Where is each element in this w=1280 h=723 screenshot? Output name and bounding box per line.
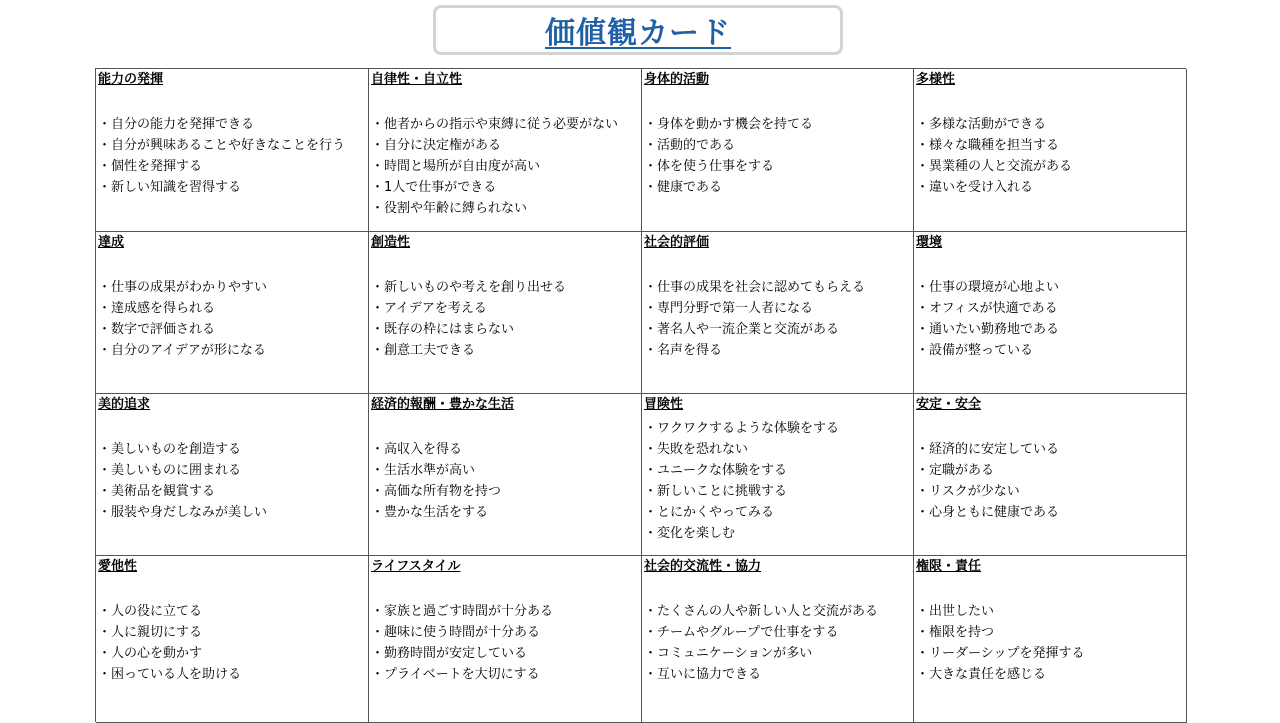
value-card-item: ・ 新しいものや考えを創り出せる: [371, 277, 639, 298]
value-card-items: [371, 601, 639, 685]
value-card-items: [644, 114, 911, 198]
value-card-title: 能力の発揮: [98, 72, 164, 87]
value-card-title: 創造性: [371, 235, 411, 250]
value-card-item: ・ 権限を持つ: [916, 622, 1184, 643]
value-card-item: ・ 設備が整っている: [916, 340, 1184, 361]
value-card-item: ・ 心身ともに健康である: [916, 502, 1184, 523]
value-card-title: 愛他性: [98, 559, 138, 574]
value-card-item: ・ プライベートを大切にする: [371, 664, 639, 685]
value-card-grid: [95, 68, 1186, 722]
value-card-item: ・ 仕事の環境が心地よい: [916, 277, 1184, 298]
value-card-title: 安定・安全: [916, 397, 982, 412]
value-card-item: ・ 経済的に安定している: [916, 439, 1184, 460]
value-card-item: ・ 変化を楽しむ: [644, 523, 911, 544]
value-card-item: ・ 専門分野で第一人者になる: [644, 298, 911, 319]
value-card-item: ・ 人の心を動かす: [98, 643, 366, 664]
value-card-items: [644, 277, 911, 361]
value-card-item: ・ 仕事の成果を社会に認めてもらえる: [644, 277, 911, 298]
value-card: [369, 232, 642, 394]
value-card-items: [371, 277, 639, 361]
value-card-item: ・ 互いに協力できる: [644, 664, 911, 685]
value-card-item: ・ オフィスが快適である: [916, 298, 1184, 319]
value-card-title: 自律性・自立性: [371, 72, 463, 87]
value-card-item: ・ 新しい知識を習得する: [98, 177, 366, 198]
value-card-item: ・ 異業種の人と交流がある: [916, 156, 1184, 177]
value-card-item: ・ 違いを受け入れる: [916, 177, 1184, 198]
value-card-item: ・ ユニークな体験をする: [644, 460, 911, 481]
value-card-item: ・ 趣味に使う時間が十分ある: [371, 622, 639, 643]
value-card-item: ・ 創意工夫できる: [371, 340, 639, 361]
value-card: [96, 232, 369, 394]
value-card-item: ・ 家族と過ごす時間が十分ある: [371, 601, 639, 622]
value-card-item: ・ 自分が興味あることや好きなことを行う: [98, 135, 366, 156]
value-card-title: 達成: [98, 235, 125, 250]
value-card-item: ・ 生活水準が高い: [371, 460, 639, 481]
value-card-items: [98, 601, 366, 685]
value-card: [369, 69, 642, 232]
title-box: [433, 5, 843, 55]
value-card-items: [371, 439, 639, 523]
value-card-item: ・ 多様な活動ができる: [916, 114, 1184, 135]
value-card-item: ・ 人の役に立てる: [98, 601, 366, 622]
value-card-item: ・ 活動的である: [644, 135, 911, 156]
value-card: [642, 69, 914, 232]
value-card-item: ・ コミュニケーションが多い: [644, 643, 911, 664]
value-card-items: [916, 439, 1184, 523]
value-card-item: ・ 豊かな生活をする: [371, 502, 639, 523]
value-card-title: ライフスタイル: [371, 559, 461, 574]
value-card-title: 社会的評価: [644, 235, 710, 250]
value-card: [96, 394, 369, 556]
value-card-item: ・ リーダーシップを発揮する: [916, 643, 1184, 664]
value-card-item: ・ 名声を得る: [644, 340, 911, 361]
value-card-items: [98, 277, 366, 361]
value-card-item: ・ 通いたい勤務地である: [916, 319, 1184, 340]
value-card-item: ・ 失敗を恐れない: [644, 439, 911, 460]
value-card-items: [371, 114, 639, 219]
value-card-title: 権限・責任: [916, 559, 982, 574]
value-card-item: ・ 著名人や一流企業と交流がある: [644, 319, 911, 340]
value-card-item: ・ 役割や年齢に縛られない: [371, 198, 639, 219]
value-card-item: ・ 既存の枠にはまらない: [371, 319, 639, 340]
value-card-item: ・ 様々な職種を担当する: [916, 135, 1184, 156]
value-card-item: ・ 個性を発揮する: [98, 156, 366, 177]
value-card-items: [98, 114, 366, 198]
value-card-item: ・ アイデアを考える: [371, 298, 639, 319]
value-card-items: [98, 439, 366, 523]
value-card: [642, 556, 914, 723]
value-card: [914, 232, 1187, 394]
value-card-item: ・ チームやグループで仕事をする: [644, 622, 911, 643]
value-card-items: [916, 601, 1184, 685]
value-card-item: ・ 数字で評価される: [98, 319, 366, 340]
value-card-title: 多様性: [916, 72, 956, 87]
value-card-item: ・ 仕事の成果がわかりやすい: [98, 277, 366, 298]
value-card: [642, 394, 914, 556]
value-card-item: ・ とにかくやってみる: [644, 502, 911, 523]
value-card-item: ・ 困っている人を助ける: [98, 664, 366, 685]
value-card: [96, 69, 369, 232]
value-card-item: ・ 服装や身だしなみが美しい: [98, 502, 366, 523]
value-card-title: 社会的交流性・協力: [644, 559, 762, 574]
value-card-item: ・ リスクが少ない: [916, 481, 1184, 502]
value-card-item: ・ 1人で仕事ができる: [371, 177, 639, 198]
value-card: [369, 556, 642, 723]
value-card-item: ・ 自分に決定権がある: [371, 135, 639, 156]
value-card-item: ・ 自分のアイデアが形になる: [98, 340, 366, 361]
value-card-item: ・ 健康である: [644, 177, 911, 198]
value-card-title: 環境: [916, 235, 943, 250]
value-card-item: ・ 勤務時間が安定している: [371, 643, 639, 664]
value-card-item: ・ 美しいものを創造する: [98, 439, 366, 460]
value-card-items: [644, 418, 911, 544]
value-card-item: ・ 高収入を得る: [371, 439, 639, 460]
value-card-item: ・ 定職がある: [916, 460, 1184, 481]
value-card-title: 経済的報酬・豊かな生活: [371, 397, 515, 412]
value-card: [914, 394, 1187, 556]
value-card-item: ・ ワクワクするような体験をする: [644, 418, 911, 439]
value-card-item: ・ 時間と場所が自由度が高い: [371, 156, 639, 177]
value-card-item: ・ 人に親切にする: [98, 622, 366, 643]
value-card-item: ・ 体を使う仕事をする: [644, 156, 911, 177]
value-card-item: ・ 美術品を観賞する: [98, 481, 366, 502]
value-card: [914, 556, 1187, 723]
value-card: [369, 394, 642, 556]
value-card-title: 美的追求: [98, 397, 151, 412]
value-card-item: ・ 出世したい: [916, 601, 1184, 622]
value-card-item: ・ 高価な所有物を持つ: [371, 481, 639, 502]
value-card-item: ・ 美しいものに囲まれる: [98, 460, 366, 481]
value-card-item: ・ 自分の能力を発揮できる: [98, 114, 366, 135]
value-card-items: [644, 601, 911, 685]
value-card-title: 身体的活動: [644, 72, 710, 87]
value-card-item: ・ 大きな責任を感じる: [916, 664, 1184, 685]
value-card: [96, 556, 369, 723]
value-card-items: [916, 114, 1184, 198]
value-card: [914, 69, 1187, 232]
value-card-item: ・ 他者からの指示や束縛に従う必要がない: [371, 114, 639, 135]
value-card-item: ・ 新しいことに挑戦する: [644, 481, 911, 502]
value-card-item: ・ 身体を動かす機会を持てる: [644, 114, 911, 135]
value-card: [642, 232, 914, 394]
value-card-title: 冒険性: [644, 397, 684, 412]
value-card-item: ・ たくさんの人や新しい人と交流がある: [644, 601, 911, 622]
page-title: 価値観カード: [545, 16, 731, 51]
value-card-item: ・ 達成感を得られる: [98, 298, 366, 319]
value-card-items: [916, 277, 1184, 361]
